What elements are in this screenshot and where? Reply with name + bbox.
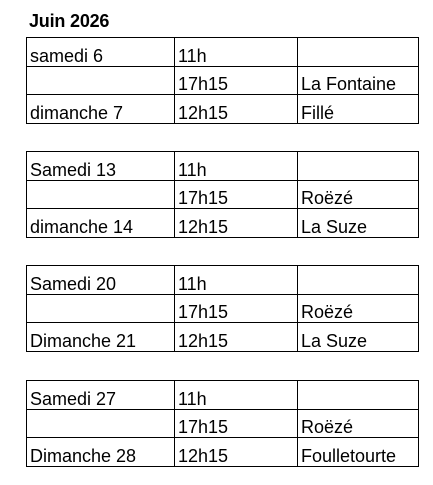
table-row (27, 180, 419, 209)
place-cell: Fillé (298, 95, 419, 124)
time-cell: 12h15 (175, 95, 298, 124)
place-cell: La Suze (298, 323, 419, 352)
day-cell: samedi 6 (27, 38, 175, 67)
day-cell: Samedi 20 (27, 266, 175, 295)
time-cell: 11h (175, 152, 298, 181)
day-cell: Samedi 27 (27, 381, 175, 410)
table-row (27, 323, 419, 352)
place-cell (298, 381, 419, 410)
time-cell: 12h15 (175, 323, 298, 352)
place-cell: La Fontaine (298, 66, 419, 95)
day-cell: dimanche 14 (27, 209, 175, 238)
time-cell: 17h15 (175, 66, 298, 95)
time-cell: 17h15 (175, 409, 298, 438)
day-cell (27, 180, 175, 209)
week-table (26, 380, 419, 467)
time-cell: 12h15 (175, 209, 298, 238)
place-cell: Roëzé (298, 294, 419, 323)
time-cell: 12h15 (175, 438, 298, 467)
day-cell: Dimanche 28 (27, 438, 175, 467)
place-cell: Roëzé (298, 409, 419, 438)
place-cell: La Suze (298, 209, 419, 238)
table-row (27, 438, 419, 467)
place-cell (298, 266, 419, 295)
table-row (27, 266, 419, 295)
place-cell: Roëzé (298, 180, 419, 209)
day-cell: Dimanche 21 (27, 323, 175, 352)
week-table (26, 37, 419, 124)
day-cell: dimanche 7 (27, 95, 175, 124)
time-cell: 11h (175, 381, 298, 410)
time-cell: 11h (175, 38, 298, 67)
table-row (27, 409, 419, 438)
time-cell: 17h15 (175, 294, 298, 323)
table-row (27, 38, 419, 67)
day-cell (27, 294, 175, 323)
place-cell (298, 152, 419, 181)
page-title: Juin 2026 (29, 11, 110, 31)
day-cell: Samedi 13 (27, 152, 175, 181)
table-row (27, 381, 419, 410)
time-cell: 11h (175, 266, 298, 295)
table-row (27, 294, 419, 323)
table-row (27, 152, 419, 181)
week-table (26, 151, 419, 238)
place-cell: Foulletourte (298, 438, 419, 467)
time-cell: 17h15 (175, 180, 298, 209)
week-table (26, 265, 419, 352)
table-row (27, 209, 419, 238)
day-cell (27, 409, 175, 438)
place-cell (298, 38, 419, 67)
table-row (27, 95, 419, 124)
table-row (27, 66, 419, 95)
day-cell (27, 66, 175, 95)
